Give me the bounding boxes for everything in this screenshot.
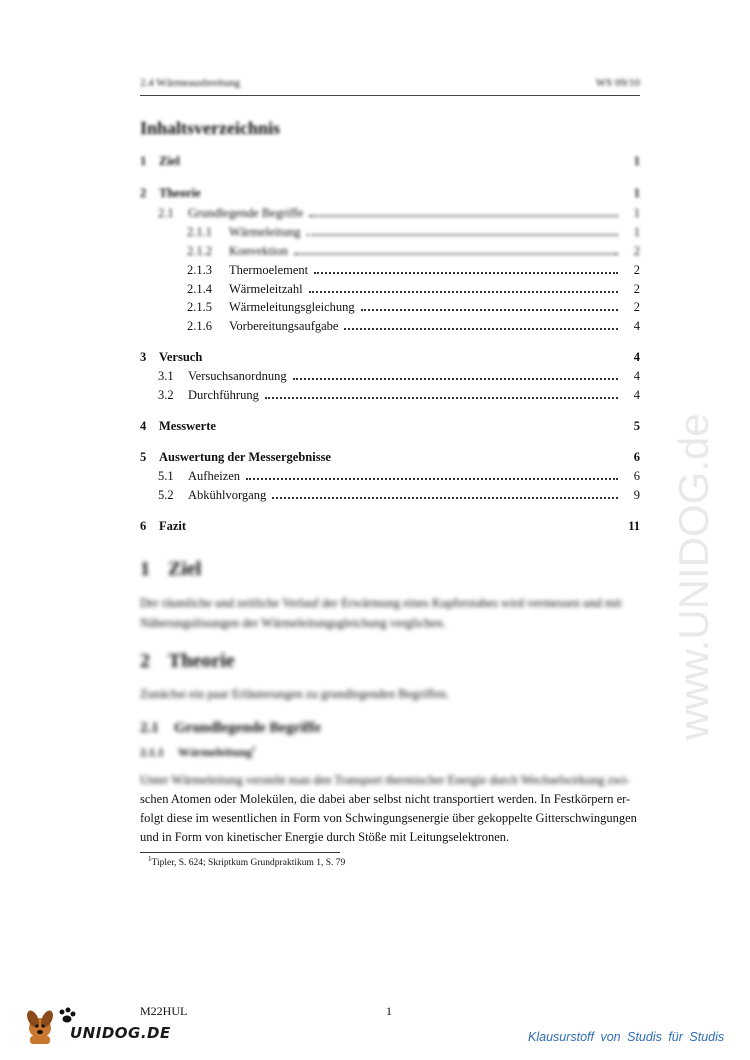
- toc-entry[interactable]: [140, 186, 640, 204]
- toc-entry-page: 1: [633, 186, 640, 200]
- toc-entry-number: 2.1.1: [187, 225, 212, 239]
- toc-entry-page: 2: [633, 244, 640, 258]
- toc-entry[interactable]: [140, 419, 640, 437]
- toc-entry-page: 9: [633, 488, 640, 502]
- toc-entry-number: 3.1: [158, 369, 174, 383]
- section-heading-theorie: 2 Theorie: [140, 650, 235, 672]
- toc-leader-dots: [246, 478, 618, 480]
- toc-leader-dots: [361, 309, 618, 311]
- toc-entry[interactable]: [140, 154, 640, 172]
- toc-entry-page: 4: [633, 388, 640, 402]
- toc-entry-title: Wärmeleitzahl: [229, 282, 303, 296]
- running-header: [140, 77, 640, 93]
- body-line-2: schen Atomen oder Molekülen, die dabei aber selbst nicht transportiert werden. In Festkörpern er-: [140, 792, 631, 806]
- toc-entry-page: 2: [633, 263, 640, 277]
- toc-leader-dots: [307, 234, 618, 236]
- toc-entry-title: Grundlegende Begriffe: [188, 206, 304, 220]
- toc-entry-title: Aufheizen: [188, 469, 241, 483]
- subsection-heading-begriffe: 2.1 Grundlegende Begriffe: [140, 720, 322, 736]
- toc-entry-number: 2.1.5: [187, 300, 212, 314]
- toc-entry-page: 5: [633, 419, 640, 433]
- toc-entry-number: 2.1.3: [187, 263, 212, 277]
- body-line-3: folgt diese im wesentlichen in Form von Schwingungsenergie über gekoppelte Gitterschwingungen: [140, 811, 637, 825]
- toc-leader-dots: [272, 497, 618, 499]
- toc-entry-title: Thermoelement: [229, 263, 309, 277]
- toc-entry-title: Fazit: [159, 519, 187, 533]
- toc-entry-title: Theorie: [159, 186, 201, 200]
- toc-entry-title: Abkühlvorgang: [188, 488, 267, 502]
- toc-entry-title: Versuch: [159, 350, 203, 364]
- toc-entry[interactable]: [140, 350, 640, 368]
- footnote: $^1$Tipler, S. 624; Skriptkum Grundpraktikum 1, S. 79: [148, 855, 346, 869]
- subsubsection-heading-waermeleitung: 2.1.1 Wärmeleitung$^1$: [140, 745, 256, 759]
- toc-entry-title: Messwerte: [159, 419, 216, 433]
- toc-leader-dots: [265, 397, 618, 399]
- toc-entry-number: 2.1.4: [187, 282, 212, 296]
- toc-entry-title: Vorbereitungsaufgabe: [229, 319, 339, 333]
- toc-entry[interactable]: [140, 450, 640, 468]
- toc-entry[interactable]: [140, 519, 640, 537]
- toc-entry-page: 2: [633, 300, 640, 314]
- toc-entry-number: 5.1: [158, 469, 174, 483]
- toc-entry[interactable]: [140, 319, 640, 337]
- toc-entry-title: Durchführung: [188, 388, 259, 402]
- toc-entry[interactable]: [140, 369, 640, 387]
- toc-leader-dots: [293, 378, 618, 380]
- toc-entry[interactable]: [140, 225, 640, 243]
- toc-leader-dots: [309, 215, 618, 217]
- toc-entry-page: 1: [633, 225, 640, 239]
- toc-entry-page: 11: [628, 519, 640, 533]
- toc-entry-page: 4: [633, 369, 640, 383]
- toc-entry-number: 3: [140, 350, 147, 364]
- body-line-4: und in Form von kinetischer Energie durch Stöße mit Leitungselektronen.: [140, 830, 510, 844]
- toc-entry[interactable]: [140, 488, 640, 506]
- toc-entry-number: 6: [140, 519, 147, 533]
- header-rule: [140, 95, 640, 96]
- logo-text: UNIDOG.DE: [70, 1024, 171, 1042]
- toc-entry[interactable]: [140, 388, 640, 406]
- toc-entry-page: 1: [633, 154, 640, 168]
- toc-entry-title: Ziel: [159, 154, 180, 168]
- toc-entry-number: 2.1.2: [187, 244, 212, 258]
- page-number: 1: [386, 1004, 392, 1018]
- toc-entry[interactable]: [140, 469, 640, 487]
- toc-entry-page: 2: [633, 282, 640, 296]
- toc-entry-title: Konvektion: [229, 244, 289, 258]
- toc-entry[interactable]: [140, 263, 640, 281]
- watermark: www.UNIDOG.de: [670, 413, 717, 740]
- toc-entry-page: 1: [633, 206, 640, 220]
- toc-entry-page: 6: [633, 450, 640, 464]
- toc-entry-number: 1: [140, 154, 147, 168]
- toc-entry-number: 3.2: [158, 388, 174, 402]
- section-heading-ziel: 1 Ziel: [140, 558, 202, 580]
- toc-leader-dots: [314, 272, 618, 274]
- toc-entry-title: Wärmeleitung: [229, 225, 301, 239]
- toc-entry-number: 2.1.6: [187, 319, 212, 333]
- toc-entry-page: 4: [633, 319, 640, 333]
- toc-entry-number: 2: [140, 186, 147, 200]
- toc-entry-title: Auswertung der Messergebnisse: [159, 450, 331, 464]
- header-left: 2.4 Wärmeausbreitung: [140, 77, 240, 89]
- toc-entry-number: 4: [140, 419, 147, 433]
- toc-entry-page: 4: [633, 350, 640, 364]
- toc-entry[interactable]: [140, 282, 640, 300]
- toc-entry-number: 2.1: [158, 206, 174, 220]
- header-right: WS 09/10: [595, 77, 640, 89]
- toc-leader-dots: [309, 291, 618, 293]
- footnote-rule: [140, 852, 340, 853]
- toc-entry-page: 6: [633, 469, 640, 483]
- toc-leader-dots: [294, 253, 618, 255]
- toc-entry[interactable]: [140, 300, 640, 318]
- toc-entry-title: Wärmeleitungsgleichung: [229, 300, 355, 314]
- toc-entry[interactable]: [140, 244, 640, 262]
- toc-leader-dots: [344, 328, 618, 330]
- toc-title: Inhaltsverzeichnis: [140, 118, 281, 138]
- slogan: Klausurstoff von Studis für Studis: [528, 1030, 725, 1044]
- body-line-1: Unter Wärmeleitung versteht man den Transport thermischer Energie durch Wechselwirkung zwi-: [140, 773, 630, 787]
- section-ziel-text: Der räumliche und zeitliche Verlauf der Erwärmung eines Kupferstabes wird vermessen und mit Näherungslösungen der Wärmeleitungsgleichung verglichen.: [140, 596, 622, 630]
- toc-entry[interactable]: [140, 206, 640, 224]
- toc-entry-number: 5.2: [158, 488, 174, 502]
- footer-left: M22HUL: [140, 1004, 188, 1018]
- toc-entry-number: 5: [140, 450, 147, 464]
- toc-entry-title: Versuchsanordnung: [188, 369, 287, 383]
- section-theorie-text: Zunächst ein paar Erläuterungen zu grundlegenden Begriffen.: [140, 687, 450, 701]
